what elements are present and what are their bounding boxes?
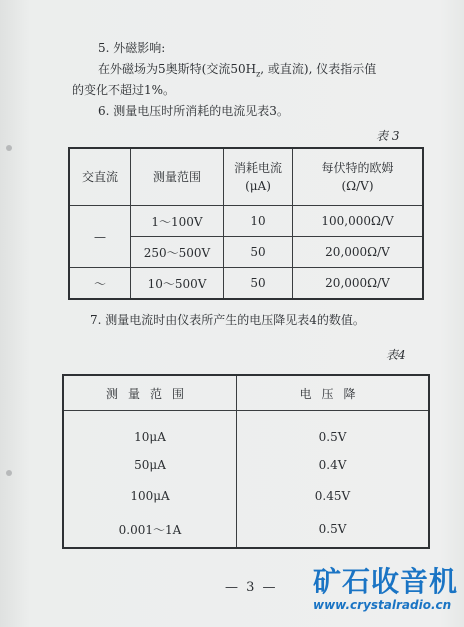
section6-text: 6. 测量电压时所消耗的电流见表3。: [98, 104, 289, 118]
table3-cell-current: 10: [224, 206, 293, 237]
table3-cell-range: 250～500V: [131, 237, 224, 268]
binding-hole: [6, 470, 12, 476]
table3-cell-type: —: [69, 206, 131, 268]
table-row: [69, 206, 423, 237]
section5-line2: 的变化不超过1%。: [72, 83, 176, 97]
table-row: [63, 411, 429, 450]
table3-header-ohms: 每伏特的欧姆 (Ω/V): [293, 148, 424, 206]
page-number: — 3 —: [225, 580, 278, 595]
table3-cell-current: 50: [224, 268, 293, 300]
watermark-logo: [313, 566, 458, 612]
table3-header-range: 测量范围: [131, 148, 224, 206]
table3-cell-type: ～: [69, 268, 131, 300]
table3-cell-range: 10～500V: [131, 268, 224, 300]
table3-header-current: 消耗电流 (μA): [224, 148, 293, 206]
section7-text: 7. 测量电流时由仪表所产生的电压降见表4的数值。: [90, 313, 365, 327]
watermark-url: www.crystalradio.cn: [312, 598, 452, 612]
table4-header-range: 测量范围: [63, 375, 237, 411]
table3: [68, 147, 424, 300]
section5-line1: 在外磁场为5奥斯特(交流$50H_z$, 或直流), 仪表指示值: [98, 62, 377, 79]
binding-hole: [6, 145, 12, 151]
table3-cell-ohms: 20,000Ω/V: [293, 237, 424, 268]
table3-cell-ohms: 20,000Ω/V: [325, 276, 390, 290]
table-row: [63, 511, 429, 548]
table4-header-voltage: 电压降: [237, 375, 430, 411]
table4-cell-range: 0.001～1A: [63, 511, 237, 548]
table4-cell-voltage: 0.45V: [314, 488, 351, 503]
table3-header-type: 交直流: [69, 148, 131, 206]
watermark-title: 矿石收音机: [312, 565, 458, 598]
table3-cell-ohms: 100,000Ω/V: [293, 206, 424, 237]
table4-label: 表4: [386, 348, 406, 362]
table4-header-row: [63, 375, 429, 411]
table3-cell-range: 1～100V: [131, 206, 224, 237]
table4-cell-range: 50μA: [63, 449, 237, 480]
table3-cell-current: 50: [224, 237, 293, 268]
table4: [62, 374, 430, 549]
table4-cell-range: 100μA: [63, 480, 237, 511]
table3-header-row: [69, 148, 423, 206]
table4-cell-voltage: 0.5V: [318, 430, 347, 444]
section5-heading: 5. 外磁影响:: [98, 41, 166, 55]
table4-cell-voltage: 0.5V: [318, 522, 347, 536]
table-row: [63, 480, 429, 511]
table3-label: 表 3: [376, 129, 400, 143]
table4-cell-voltage: 0.4V: [318, 457, 347, 472]
table-row: [63, 449, 429, 480]
table4-cell-range: 10μA: [63, 411, 237, 450]
table-row: [69, 268, 423, 300]
